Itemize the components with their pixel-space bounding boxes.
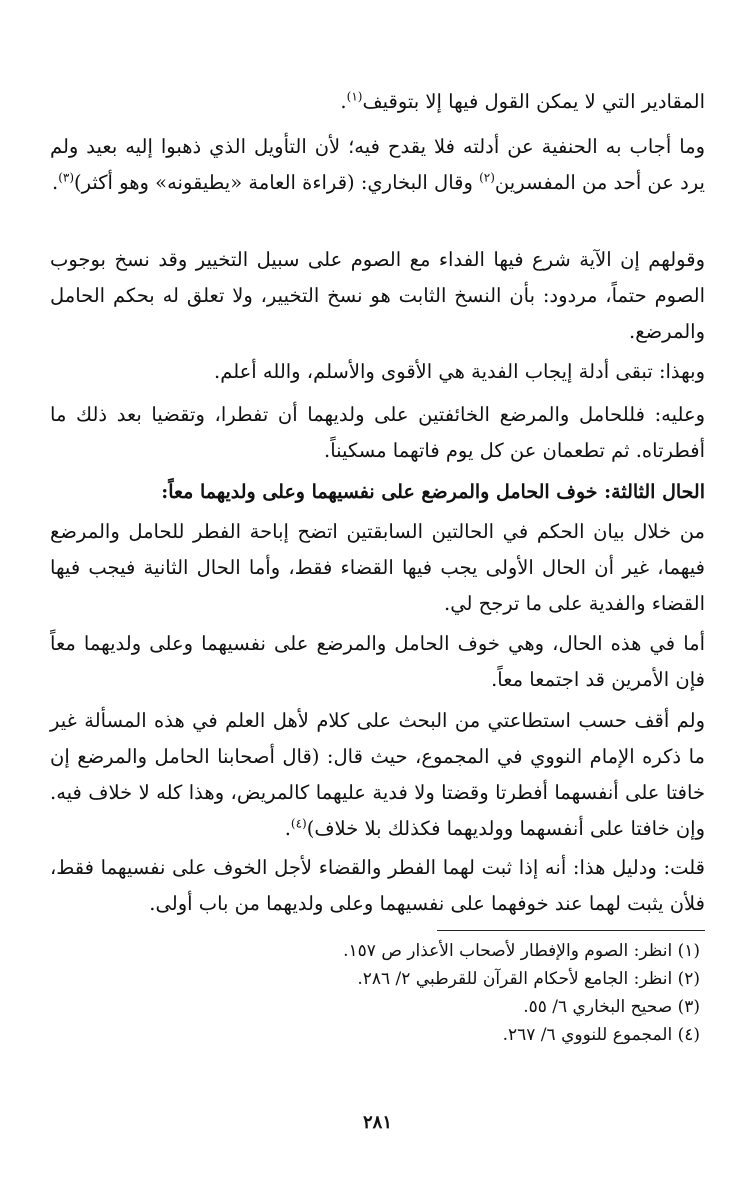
paragraph-4 <box>50 354 705 390</box>
footnote-1: (١) انظر: الصوم والإفطار لأصحاب الأعذار ص ١٥٧. <box>343 941 700 961</box>
paragraph-7 <box>50 514 705 622</box>
paragraph-1 <box>50 84 705 120</box>
page-number: ٢٨١ <box>362 1112 392 1133</box>
paragraph-9 <box>50 703 705 847</box>
footnote-marker: (٢) <box>479 170 495 185</box>
paragraph-2 <box>50 129 705 201</box>
heading-text: الحال الثالثة: خوف الحامل والمرضع على نفسيهما وعلى ولديهما معاً: <box>161 481 705 503</box>
paragraph-5 <box>50 397 705 469</box>
paragraph-tail: وقال البخاري: (قراءة العامة «يطيقونه» وهو أكثر) <box>74 171 473 194</box>
paragraph-10 <box>50 850 705 922</box>
footnote-separator <box>437 930 705 931</box>
section-heading <box>50 474 705 510</box>
paragraph-8 <box>50 626 705 698</box>
paragraph-text: وما أجاب به الحنفية عن أدلته فلا يقدح فيه؛ لأن التأويل الذي ذهبوا إليه بعيد ولم يرد عن أحد من المفسرين <box>50 135 705 194</box>
paragraph-text: قلت: ودليل هذا: أنه إذا ثبت لهما الفطر والقضاء لأجل الخوف على نفسيهما فقط، فلأن يثبت لهما عند خوفهما على نفسيهما وعلى ولديهما من باب أولى. <box>50 856 705 915</box>
paragraph-text: أما في هذه الحال، وهي خوف الحامل والمرضع على نفسيهما وعلى ولديهما معاً فإن الأمرين قد اجتمعا معاً. <box>50 632 705 691</box>
footnote-4: (٤) المجموع للنووي ٦/ ٢٦٧. <box>502 1025 700 1045</box>
paragraph-text: من خلال بيان الحكم في الحالتين السابقتين اتضح إباحة الفطر للحامل والمرضع فيهما، غير أن الحال الأولى يجب فيها القضاء فقط، وأما الحال الثانية فيجب فيها القضاء والفدية على ما ترجح لي. <box>50 520 705 615</box>
footnote-marker: (٤) <box>290 816 307 831</box>
paragraph-text: وبهذا: تبقى أدلة إيجاب الفدية هي الأقوى والأسلم، والله أعلم. <box>214 360 705 383</box>
paragraph-text: وعليه: فللحامل والمرضع الخائفتين على ولديهما أن تفطرا، وتقضيا بعد ذلك ما أفطرتاه. ثم تطعمان عن كل يوم فاتهما مسكيناً. <box>50 403 705 462</box>
footnote-marker: (٣) <box>58 170 75 185</box>
paragraph-3 <box>50 242 705 350</box>
paragraph-text: وقولهم إن الآية شرع فيها الفداء مع الصوم على سبيل التخيير وقد نسخ بوجوب الصوم حتماً، مردود: بأن النسخ الثابت هو نسخ التخيير، ولا تعلق له بحكم الحامل والمرضع. <box>50 248 705 343</box>
footnote-3: (٣) صحيح البخاري ٦/ ٥٥. <box>523 997 700 1017</box>
paragraph-tail: . <box>51 171 59 194</box>
paragraph-tail: . <box>340 90 347 113</box>
footnote-2: (٢) انظر: الجامع لأحكام القرآن للقرطبي ٢/ ٢٨٦. <box>357 969 700 989</box>
paragraph-tail: . <box>284 817 291 840</box>
paragraph-text: ولم أقف حسب استطاعتي من البحث على كلام لأهل العلم في هذه المسألة غير ما ذكره الإمام النووي في المجموع، حيث قال: (قال أصحابنا الحامل والمرضع إن خافتا على أنفسهما أفطرتا وقضتا ولا فدية عليهما كالمريض، وهذا كله لا خلاف فيه. وإن خافتا على أنفسهما وولديهما فكذلك بلا خلاف) <box>50 709 705 840</box>
paragraph-text: المقادير التي لا يمكن القول فيها إلا بتوقيف <box>362 90 705 113</box>
footnote-marker: (١) <box>346 89 363 104</box>
